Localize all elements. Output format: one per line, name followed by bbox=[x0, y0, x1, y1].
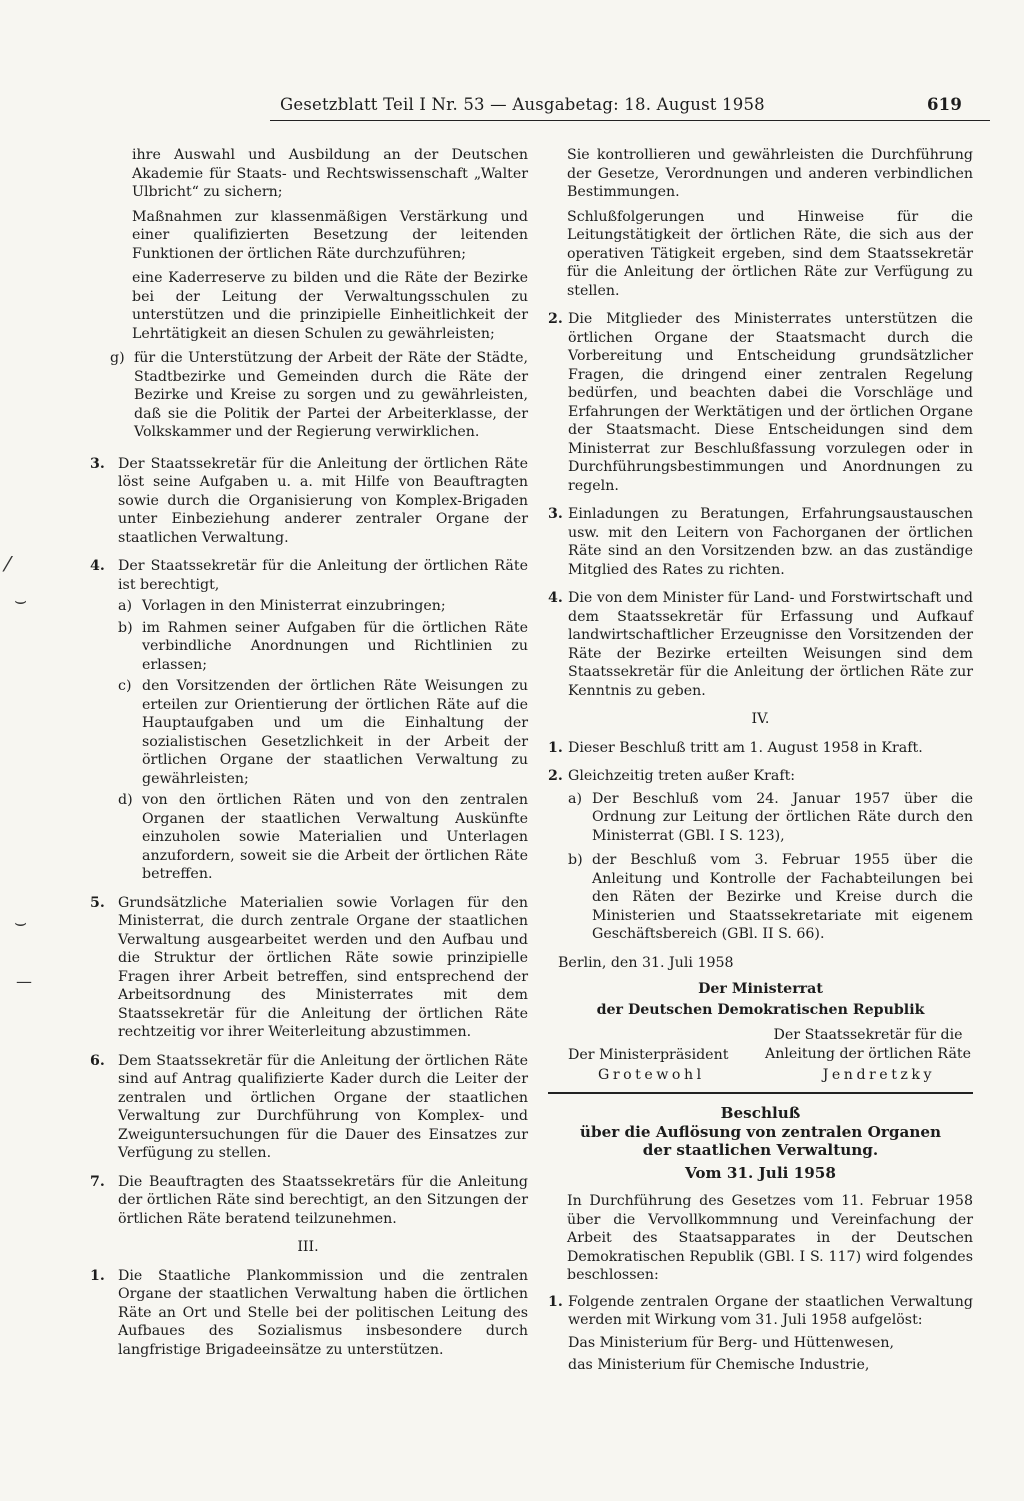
paragraph: Maßnahmen zur klassenmäßigen Verstärkung und einer qualifizierten Besetzung der leitenden Funktionen der örtlichen Räte durchzuführen; bbox=[132, 208, 528, 262]
section-iv-item-1 bbox=[548, 739, 973, 758]
list-text: im Rahmen seiner Aufgaben für die örtlichen Räte verbindliche Anordnungen und Richtlinien zu erlassen; bbox=[142, 619, 528, 673]
signing-date: Berlin, den 31. Juli 1958 bbox=[558, 954, 734, 971]
list-letter: a) bbox=[568, 790, 582, 807]
list-letter: b) bbox=[568, 852, 583, 868]
item-number: 2. bbox=[548, 768, 563, 784]
list-text: Vorlagen in den Ministerrat einzubringen; bbox=[142, 598, 446, 614]
numbered-item-6 bbox=[88, 1052, 528, 1163]
numbered-item-5 bbox=[88, 894, 528, 1042]
ministry-list bbox=[548, 1334, 973, 1375]
item-text: Die Beauftragten des Staatssekretärs für die Anleitung der örtlichen Räte sind berechtigt, an den Sitzungen der örtlichen Räte beratend teilzunehmen. bbox=[118, 1173, 528, 1227]
numbered-item-3 bbox=[88, 455, 528, 548]
item-text: Dieser Beschluß tritt am 1. August 1958 in Kraft. bbox=[568, 739, 923, 756]
page-number: 619 bbox=[926, 95, 962, 114]
header-rule bbox=[270, 120, 990, 121]
item-text: Der Staatssekretär für die Anleitung der örtlichen Räte löst seine Aufgaben u. a. mit Hilfe von Beauftragten sowie durch die Organisierung von Komplex-Brigaden unter Einbeziehung anderer zentraler Organe der staatlichen Verwaltung. bbox=[118, 455, 528, 546]
item-number: 7. bbox=[90, 1173, 105, 1190]
left-column bbox=[88, 146, 528, 1369]
sub-item-c bbox=[118, 677, 528, 788]
resolution-intro: In Durchführung des Gesetzes vom 11. Februar 1958 über die Vervollkommnung und Vereinfachung der Arbeit des Staatsapparates in der Deutschen Demokratischen Republik (GBl. I S. 117) wird folgendes beschlossen: bbox=[567, 1193, 973, 1283]
item-text: Folgende zentralen Organe der staatlichen Verwaltung werden mit Wirkung vom 31. Juli 1958 aufgelöst: bbox=[568, 1293, 973, 1328]
item-text: Die von dem Minister für Land- und Forstwirtschaft und dem Staatssekretär für Erfassung und Aufkauf landwirtschaftlicher Erzeugnisse den Vorsitzenden der Räte der Bezirke erteilten Weisungen sind dem Staatssekretär für die Anleitung der örtlichen Räte zur Kenntnis zu geben. bbox=[568, 590, 974, 699]
right-column bbox=[548, 146, 973, 1375]
resolution-date: Vom 31. Juli 1958 bbox=[685, 1163, 836, 1182]
sub-item-b bbox=[568, 851, 973, 944]
list-text: für die Unterstützung der Arbeit der Räte der Städte, Stadtbezirke und Gemeinden durch die Räte der Bezirke und Kreise zu sorgen und zu gewährleisten, daß sie die Politik der Partei der Arbeiterklasse, der Volkskammer und der Regierung verwirklichen. bbox=[134, 350, 528, 440]
item-number: 2. bbox=[548, 311, 563, 327]
signatory-right-title-line-2: Anleitung der örtlichen Räte bbox=[765, 1045, 971, 1062]
item-number: 1. bbox=[90, 1267, 105, 1284]
list-text: von den örtlichen Räten und von den zentralen Organen der staatlichen Verwaltung Auskünfte einzuholen sowie Materialien und Unterlagen anzufordern, soweit sie die Arbeit der örtlichen Räte betreffen. bbox=[142, 792, 528, 882]
section-iii-item-2 bbox=[548, 310, 973, 495]
item-text: Dem Staatssekretär für die Anleitung der örtlichen Räte sind auf Antrag qualifizierte Kader durch die Leiter der zentralen und örtlichen Organe der staatlichen Verwaltung zur Durchführung von Komplex- und Zweiguntersuchungen für die Dauer des Einsatzes zur Verfügung zu stellen. bbox=[118, 1052, 528, 1161]
paragraph: Schlußfolgerungen und Hinweise für die Leitungstätigkeit der örtlichen Räte, die sich aus der operativen Tätigkeit ergeben, sind dem Staatssekretär für die Anleitung der örtlichen Räte zur Verfügung zu stellen. bbox=[567, 208, 973, 299]
paragraph: ihre Auswahl und Ausbildung an der Deutschen Akademie für Staats- und Rechtswissenschaft „Walter Ulbricht“ zu sichern; bbox=[132, 147, 528, 200]
resolution-title-line-3: der staatlichen Verwaltung. bbox=[642, 1141, 879, 1159]
item-text: Einladungen zu Beratungen, Erfahrungsaustauschen usw. mit den Leitern von Fachorganen der örtlichen Räte sind an den Vorsitzenden bzw. an das zuständige Mitglied des Rates zu richten. bbox=[568, 506, 973, 578]
item-text: Grundsätzliche Materialien sowie Vorlagen für den Ministerrat, die durch zentrale Organe der staatlichen Verwaltung ausgearbeitet werden und den Aufbau und die Struktur der örtlichen Räte sowie prinzipielle Fragen ihrer Arbeit betreffen, sind entsprechend der Arbeitsordnung des Ministerrates mit dem Staatssekretär für die Anleitung der örtlichen Räte rechtzeitig vor ihrer Weiterleitung abzustimmen. bbox=[118, 894, 528, 1040]
margin-mark: ⁄ bbox=[6, 552, 10, 576]
section-iv-item-2 bbox=[548, 767, 973, 944]
margin-mark: ⌣ bbox=[14, 588, 28, 612]
item-number: 1. bbox=[548, 739, 563, 756]
sub-item-a bbox=[118, 597, 528, 616]
list-letter: c) bbox=[118, 678, 132, 694]
signatory-right-name: Jendretzky bbox=[822, 1067, 935, 1083]
list-text: der Beschluß vom 3. Februar 1955 über die Anleitung und Kontrolle der Fachabteilungen bei den Räten der Bezirke und Kreise durch die Ministerien und Staatssekretariate mit eigenem Geschäftsbereich (GBl. II S. 66). bbox=[592, 852, 973, 942]
signatory-right-title bbox=[765, 1026, 971, 1063]
item-number: 3. bbox=[90, 455, 105, 472]
list-text: Der Beschluß vom 24. Januar 1957 über die Ordnung zur Leitung der örtlichen Räte durch den Ministerrat (GBl. I S. 123), bbox=[592, 790, 973, 844]
resolution-title-line-1: Beschluß bbox=[720, 1104, 801, 1122]
signature-block bbox=[548, 1022, 973, 1084]
resolution-item-1 bbox=[548, 1293, 973, 1330]
signatory-left-title: Der Ministerpräsident bbox=[568, 1047, 729, 1063]
section-heading-iii: III. bbox=[297, 1239, 319, 1255]
signatory-left-name: Grotewohl bbox=[598, 1067, 705, 1083]
section-iii-item-4 bbox=[548, 589, 973, 700]
list-letter: a) bbox=[118, 598, 132, 614]
item-number: 6. bbox=[90, 1052, 105, 1069]
sub-item-a bbox=[568, 790, 973, 846]
list-item-g bbox=[110, 349, 528, 442]
sub-item-b bbox=[118, 619, 528, 675]
section-iii-item-1 bbox=[88, 1267, 528, 1360]
list-text: den Vorsitzenden der örtlichen Räte Weisungen zu erteilen zur Orientierung der örtlichen Räte auf die Hauptaufgaben und um die Einhaltung der sozialistischen Gesetzlichkeit in der Arbeit der örtlichen Organe der staatlichen Verwaltung zu gewährleisten; bbox=[142, 678, 528, 787]
item-text: Die Mitglieder des Ministerrates unterstützen die örtlichen Organe der Staatsmacht durch die Vorbereitung und Entscheidung grundsätzlicher Fragen, die dringend einer zentralen Regelung bedürfen, und beachten dabei die Vorschläge und Erfahrungen der Werktätigen und der örtlichen Organe der Staatsmacht. Diese Entscheidungen sind dem Ministerrat zur Beschlußfassung vorzulegen oder in Durchführungsbestimmungen und Anordnungen zu regeln. bbox=[568, 311, 973, 494]
ministry-line: Das Ministerium für Berg- und Hüttenwesen, bbox=[568, 1334, 895, 1351]
signatory-right-title-line-1: Der Staatssekretär für die bbox=[773, 1027, 963, 1043]
org-name-line-1: Der Ministerrat bbox=[698, 981, 823, 997]
margin-mark: — bbox=[16, 972, 32, 991]
numbered-item-4 bbox=[88, 557, 528, 884]
item-number: 4. bbox=[90, 558, 105, 574]
margin-mark: ⌣ bbox=[14, 910, 28, 934]
item-number: 4. bbox=[548, 590, 563, 606]
section-iii-item-3 bbox=[548, 505, 973, 579]
section-divider bbox=[548, 1092, 973, 1094]
sub-item-d bbox=[118, 791, 528, 884]
paragraph: eine Kaderreserve zu bilden und die Räte der Bezirke bei der Leitung der Verwaltungsschulen zu unterstützen und die prinzipielle Einheitlichkeit der Lehrtätigkeit an diesen Schulen zu gewährleisten; bbox=[132, 270, 528, 342]
numbered-item-7 bbox=[88, 1173, 528, 1229]
list-letter: g) bbox=[110, 350, 125, 366]
page-header bbox=[270, 91, 990, 121]
org-name-line-2: der Deutschen Demokratischen Republik bbox=[596, 1002, 925, 1018]
list-letter: b) bbox=[118, 619, 133, 636]
section-heading-iv: IV. bbox=[751, 711, 770, 727]
resolution-title-line-2: über die Auflösung von zentralen Organen bbox=[579, 1122, 942, 1141]
item-number: 5. bbox=[90, 894, 105, 911]
ministry-line: das Ministerium für Chemische Industrie, bbox=[568, 1357, 870, 1373]
paragraph: Sie kontrollieren und gewährleisten die Durchführung der Gesetze, Verordnungen und anderen verbindlichen Bestimmungen. bbox=[567, 147, 973, 200]
item-number: 1. bbox=[548, 1293, 563, 1310]
list-letter: d) bbox=[118, 792, 133, 808]
item-text: Der Staatssekretär für die Anleitung der örtlichen Räte ist berechtigt, bbox=[118, 558, 528, 593]
header-title: Gesetzblatt Teil I Nr. 53 — Ausgabetag: 18. August 1958 bbox=[280, 95, 765, 114]
item-text: Die Staatliche Plankommission und die zentralen Organe der staatlichen Verwaltung haben die örtlichen Räte an Ort und Stelle bei der politischen Leitung des Aufbaues des Sozialismus insbesondere durch langfristige Brigadeeinsätze zu unterstützen. bbox=[118, 1267, 528, 1358]
item-text: Gleichzeitig treten außer Kraft: bbox=[568, 768, 796, 784]
item-number: 3. bbox=[548, 506, 563, 522]
